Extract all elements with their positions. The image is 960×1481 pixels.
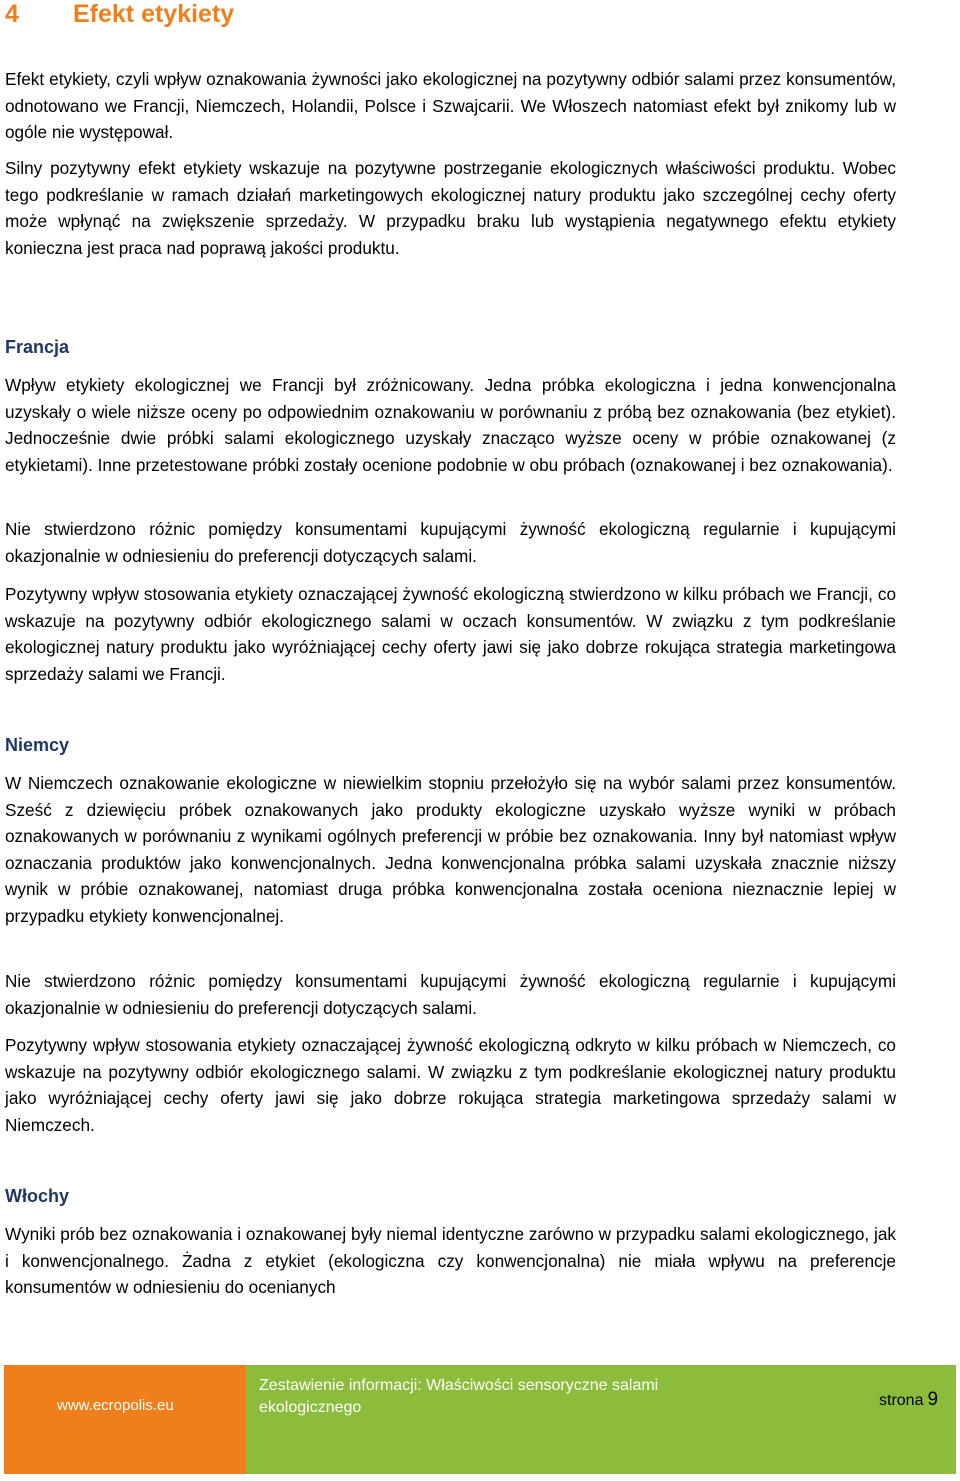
footer-url-link[interactable]: www.ecropolis.eu bbox=[57, 1397, 174, 1414]
intro-paragraph-1: Efekt etykiety, czyli wpływ oznakowania żywności jako ekologicznej na pozytywny odbiór salami przez konsumentów, odnotowano we Francji, Niemczech, Holandii, Polsce i Szwajcarii. We Włoszech natomiast efekt był znikomy lub w ogóle nie występował. bbox=[5, 69, 896, 142]
francja-paragraph-3: Pozytywny wpływ stosowania etykiety oznaczającej żywność ekologiczną stwierdzono w kilku próbach we Francji, co wskazuje na pozytywny odbiór ekologicznego salami w oczach konsumentów. W związku z tym podkreślanie ekologicznej natury produktu jako wyróżniającej cechy oferty jawi się jako dobrze rokująca strategia marketingowa sprzedaży salami we Francji. bbox=[5, 584, 896, 684]
page-indicator bbox=[879, 1389, 938, 1411]
heading-title: Efekt etykiety bbox=[73, 0, 235, 28]
intro-paragraph-2: Silny pozytywny efekt etykiety wskazuje na pozytywne postrzeganie ekologicznych właściwości produktu. Wobec tego podkreślanie w ramach działań marketingowych ekologicznej natury produktu jako szczególnej cechy oferty może wpłynąć na zwiększenie sprzedaży. W przypadku braku lub wystąpienia negatywnego efektu etykiety konieczna jest praca nad poprawą jakości produktu. bbox=[5, 158, 896, 258]
footer-description: Zestawienie informacji: Właściwości sensoryczne salami ekologicznego bbox=[259, 1377, 659, 1416]
niemcy-paragraph-1: W Niemczech oznakowanie ekologiczne w niewielkim stopniu przełożyło się na wybór salami przez konsumentów. Sześć z dziewięciu próbek oznakowanych jako produkty ekologiczne uzyskało wyższe wyniki w próbach oznakowanych w porównaniu z wynikami ogólnych preferencji w próbie bez oznakowania. Inny był natomiast wpływ oznaczania produktów jako konwencjonalnych. Jedna konwencjonalna próbka salami uzyskała znacznie niższy wynik w próbie oznakowanej, natomiast druga próbka konwencjonalna została oceniona nieznacznie lepiej w przypadku etykiety konwencjonalnej. bbox=[5, 773, 896, 926]
subheading-niemcy: Niemcy bbox=[5, 735, 70, 755]
niemcy-paragraph-3: Pozytywny wpływ stosowania etykiety oznaczającej żywność ekologiczną odkryto w kilku próbach w Niemczech, co wskazuje na pozytywny odbiór ekologicznego salami. W związku z tym podkreślanie ekologicznej natury produktu jako wyróżniającej cechy oferty jawi się jako dobrze rokująca strategia marketingowa sprzedaży salami w Niemczech. bbox=[5, 1035, 896, 1135]
francja-paragraph-1: Wpływ etykiety ekologicznej we Francji był zróżnicowany. Jedna próbka ekologiczna i jedna konwencjonalna uzyskały o wiele niższe oceny po odpowiednim oznakowaniu w porównaniu z próbą bez oznakowania (bez etykiet). Jednocześnie dwie próbki salami ekologicznego uzyskały znacząco wyższe oceny w próbie oznakowanej (z etykietami). Inne przetestowane próbki zostały ocenione podobnie w obu próbach (oznakowanej i bez oznakowania). bbox=[5, 375, 896, 475]
subheading-wlochy: Włochy bbox=[5, 1186, 70, 1206]
wlochy-paragraph-1: Wyniki prób bez oznakowania i oznakowanej były niemal identyczne zarówno w przypadku salami ekologicznego, jak i konwencjonalnego. Żadna z etykiet (ekologiczna czy konwencjonalna) nie miała wpływu na preferencje konsumentów w odniesieniu do ocenianych bbox=[5, 1224, 896, 1297]
page-footer bbox=[4, 1365, 956, 1474]
page-number: 9 bbox=[927, 1389, 939, 1410]
section-heading bbox=[5, 0, 234, 29]
footer-description-block bbox=[246, 1365, 773, 1474]
niemcy-paragraph-2: Nie stwierdzono różnic pomiędzy konsumentami kupującymi żywność ekologiczną regularnie i kupującymi okazjonalnie w odniesieniu do preferencji dotyczących salami. bbox=[5, 971, 896, 1018]
page-label: strona bbox=[879, 1392, 924, 1409]
francja-paragraph-2: Nie stwierdzono różnic pomiędzy konsumentami kupującymi żywność ekologiczną regularnie i kupującymi okazjonalnie w odniesieniu do preferencji dotyczących salami. bbox=[5, 519, 896, 566]
footer-page-block bbox=[773, 1365, 956, 1474]
heading-number: 4 bbox=[5, 0, 19, 28]
subheading-francja: Francja bbox=[5, 337, 70, 357]
footer-url-block bbox=[4, 1365, 246, 1474]
